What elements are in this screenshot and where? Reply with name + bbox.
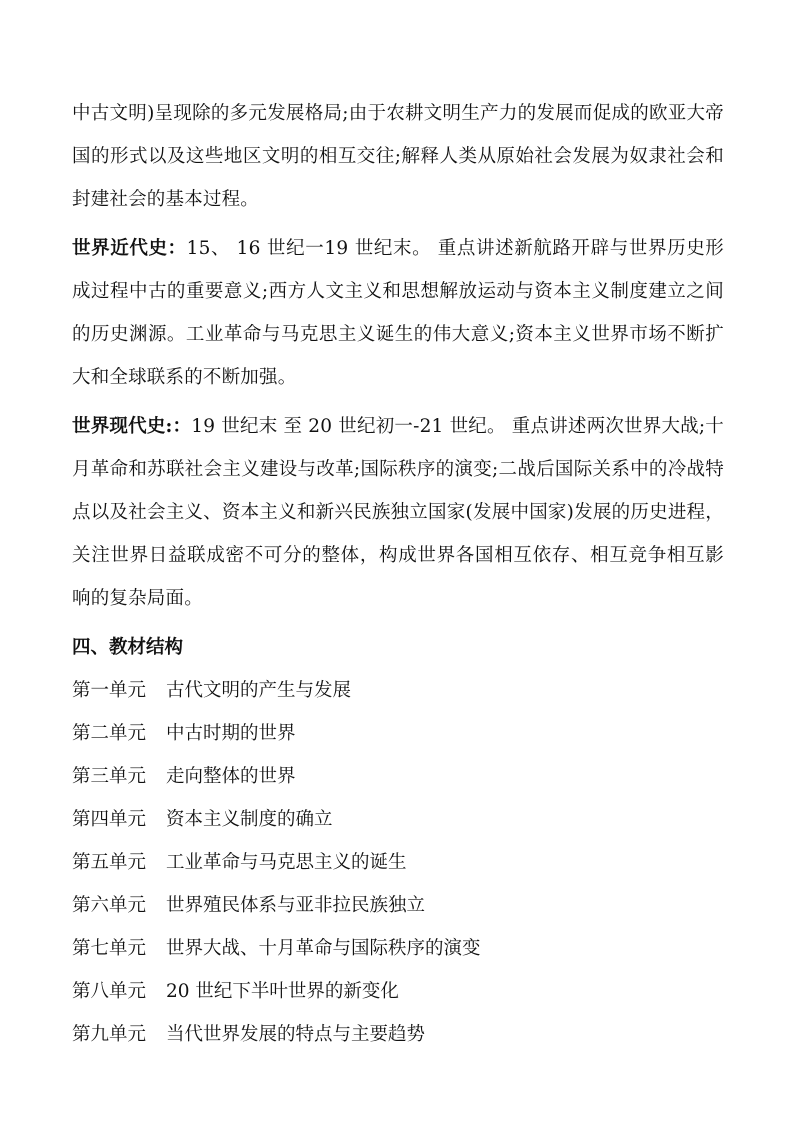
unit-number: 第四单元 (72, 809, 147, 830)
unit-list (72, 669, 724, 1056)
unit-title: 中古时期的世界 (166, 723, 296, 744)
unit-title: 当代世界发展的特点与主要趋势 (166, 1024, 426, 1045)
unit-title: 20 世纪下半叶世界的新变化 (166, 981, 399, 1002)
unit-title: 古代文明的产生与发展 (166, 680, 352, 701)
unit-title: 世界大战、十月革命与国际秩序的演变 (166, 938, 481, 959)
paragraph-label: 世界现代史:： (72, 416, 192, 437)
unit-title: 世界殖民体系与亚非拉民族独立 (166, 895, 426, 916)
paragraph-text: 15、 16 世纪一19 世纪末。 重点讲述新航路开辟与世界历史形成过程中古的重要意义;西方人文主义和思想解放运动与资本主义制度建立之间的历史渊源。工业革命与马克思主义诞生的伟大意义;资本主义世界市场不断扩大和全球联系的不断加强。 (72, 238, 725, 388)
list-item (72, 1013, 724, 1056)
list-item (72, 841, 724, 884)
list-item (72, 798, 724, 841)
list-item (72, 755, 724, 798)
unit-number: 第六单元 (72, 895, 147, 916)
paragraph-text: 19 世纪末 至 20 世纪初一-21 世纪。 重点讲述两次世界大战;十月革命和苏联社会主义建设与改革;国际秩序的演变;二战后国际关系中的冷战特点以及社会主义、资本主义和新兴民族独立国家(发展中国家)发展的历史进程，关注世界日益联成密不可分的整体，构成世界各国相互依存、相互竞争相互影响的复杂局面。 (72, 416, 724, 609)
paragraph-modern-history (72, 227, 724, 399)
unit-title: 工业革命与马克思主义的诞生 (166, 852, 407, 873)
list-item (72, 712, 724, 755)
paragraph-text: 中古文明)呈现除的多元发展格局;由于农耕文明生产力的发展而促成的欧亚大帝国的形式以及这些地区文明的相互交往;解释人类从原始社会发展为奴隶社会和封建社会的基本过程。 (72, 103, 724, 210)
unit-number: 第五单元 (72, 852, 147, 873)
unit-number: 第九单元 (72, 1024, 147, 1045)
list-item (72, 884, 724, 927)
list-item (72, 927, 724, 970)
unit-number: 第八单元 (72, 981, 147, 1002)
paragraph-contemporary-history (72, 405, 724, 620)
unit-number: 第三单元 (72, 766, 147, 787)
paragraph-label: 世界近代史： (72, 238, 187, 259)
unit-number: 第二单元 (72, 723, 147, 744)
list-item (72, 669, 724, 712)
paragraph-ancient-history-continued (72, 92, 724, 221)
section-heading: 四、教材结构 (72, 637, 184, 658)
unit-number: 第一单元 (72, 680, 147, 701)
list-item (72, 970, 724, 1013)
unit-title: 资本主义制度的确立 (166, 809, 333, 830)
document-page (72, 92, 724, 1056)
unit-number: 第七单元 (72, 938, 147, 959)
unit-title: 走向整体的世界 (166, 766, 296, 787)
